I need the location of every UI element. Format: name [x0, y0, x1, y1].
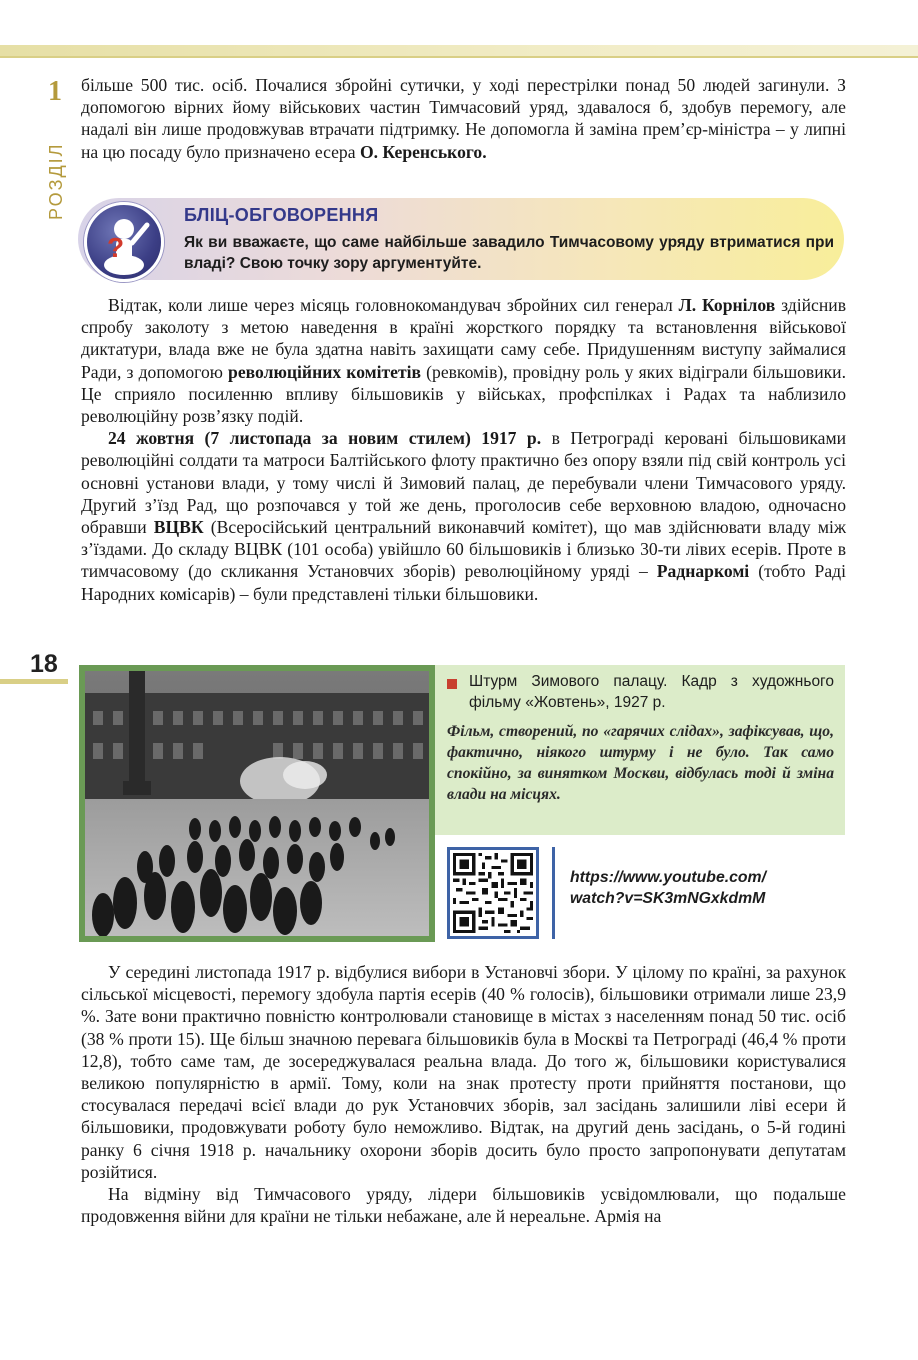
- figure-caption-box: [435, 665, 845, 835]
- p1-text-2: здійснив спробу заколоту з метою наведення в країні жорсткого порядку та встановлення військової диктатури, влада вже не була здатна навіть захищати саму себе. Придушенням виступу займалися Ради, з допомогою: [81, 295, 847, 382]
- video-link-text[interactable]: https://www.youtube.com/ watch?v=SK3mNGxkdmM: [570, 869, 766, 907]
- p1-bold-1: Л. Корнілов: [678, 295, 776, 315]
- blitz-discussion-box: [78, 198, 844, 280]
- intro-bold: О. Керенського.: [359, 141, 487, 162]
- qr-code[interactable]: [447, 847, 539, 939]
- p1-bold-2: революційних комітетів: [228, 361, 422, 382]
- figure-note: Фільм, створений, по «гарячих слідах», зафіксував, що, фактично, ніякого штурму і не було. Так само спокійно, за винятком Москви, відбулась тоді й зміна влади на місцях.: [447, 723, 834, 803]
- qr-divider: [552, 847, 555, 939]
- page-number-marker: [0, 648, 70, 688]
- paragraph-kornilov: [81, 294, 846, 605]
- winter-palace-photo: [85, 671, 429, 936]
- blitz-title: БЛІЦ-ОБГОВОРЕННЯ: [184, 205, 379, 225]
- page-number: 18: [30, 650, 58, 678]
- p3-text: У середині листопада 1917 р. відбулися вибори в Установчі збори. У цілому по країні, за рахунок сільської місцевості, перемогу здобула партія есерів (40 % голосів), більшовики отримали лише 23,9 %. Зате вони практично повністю контролювали становище в містах з населенням понад 50 тис. осіб (38 % проти 15). Ще більш значною перевага більшовиків була в Москві та Петрограді (46,4 % проти 12,8), тобто саме там, де зосереджувалася реальна влада. До того ж, більшовики користувалися великою популярністю в армії. Тому, коли на знак протесту проти прийняття постанови, що стосувалася передачі всієї влади до рук Установчих зборів, зал засідань залишили ліві есери й більшовики, продовжувати роботу було неможливо. Відтак, на другий день засідань, о 5-й годині ранку 6 січня 1918 р. начальнику охорони зборів досить було просто запропонувати депутатам розійтися.: [81, 962, 846, 1182]
- p2-bold-2: ВЦВК: [153, 517, 204, 538]
- p1-text-3: (ревкомів), провідну роль у яких відіграли більшовики. Це сприяло посиленню впливу більшовиків у військах, профспілках і Радах та наблизило революційну розв’язку подій.: [81, 361, 846, 427]
- figure-caption: Штурм Зимового палацу. Кадр з художнього фільму «Жовтень», 1927 р.: [469, 673, 834, 711]
- chapter-label: РОЗДІЛ: [46, 142, 66, 220]
- header-stripe-line: [0, 56, 918, 58]
- p2-bold-3: Раднаркомі: [656, 561, 750, 582]
- svg-text:?: ?: [107, 232, 125, 263]
- question-man-icon: [84, 202, 164, 282]
- blitz-question: Як ви вважаєте, що саме найбільше завадило Тимчасовому уряду втриматися при владі? Свою точку зору аргументуйте.: [184, 234, 834, 272]
- caption-bullet: [447, 679, 457, 689]
- video-link[interactable]: [570, 867, 766, 909]
- chapter-number: 1: [48, 76, 62, 107]
- paragraph-elections: [81, 961, 846, 1227]
- page-number-bar: [0, 679, 68, 684]
- p2-text-2: (Всеросійський центральний виконавчий комітет), що мав здійснювати владу між з’їздами. До складу ВЦВК (101 особа) увійшло 60 більшовиків і близько 30-ти лівих есерів. Проте в тимчасовому (до скликання Установчих зборів) революційному уряді –: [81, 517, 846, 582]
- p2-text-3: (тобто Раді Народних комісарів) – були представлені тільки більшовики.: [81, 561, 846, 604]
- figure-frame: [79, 665, 435, 942]
- p4-text: На відміну від Тимчасового уряду, лідери більшовиків усвідомлювали, що подальше продовження війни для країни не тільки небажане, але й нереальне. Армія на: [81, 1184, 846, 1227]
- intro-paragraph: [81, 74, 846, 163]
- chapter-marker: [38, 72, 78, 220]
- p1-text-1: Відтак, коли лише через місяць головнокомандувач збройних сил генерал: [108, 295, 679, 315]
- intro-text: більше 500 тис. осіб. Почалися збройні сутички, у ході перестрілки понад 50 людей загинули. З допомогою вірних йому військових частин Тимчасовий уряд, здавалося б, здобув перемогу, але надалі він лише продовжував втрачати підтримку. Не допомогла й заміна прем’єр-міністра – у липні на цю посаду було призначено есера: [81, 75, 846, 162]
- p2-text-1: в Петрограді керовані більшовиками революційні солдати та матроси Балтійського флоту практично без опору взяли під свій контроль усі основні установи влади, у тому числі й Зимовий палац, де перебували члени Тимчасового уряду. Другий з’їзд Рад, що розпочався у той же день, проголосив себе верховною владою, одночасно обравши: [81, 428, 846, 538]
- p2-bold-1: 24 жовтня (7 листопада за новим стилем) 1917 р.: [108, 428, 542, 449]
- header-band: [0, 0, 918, 58]
